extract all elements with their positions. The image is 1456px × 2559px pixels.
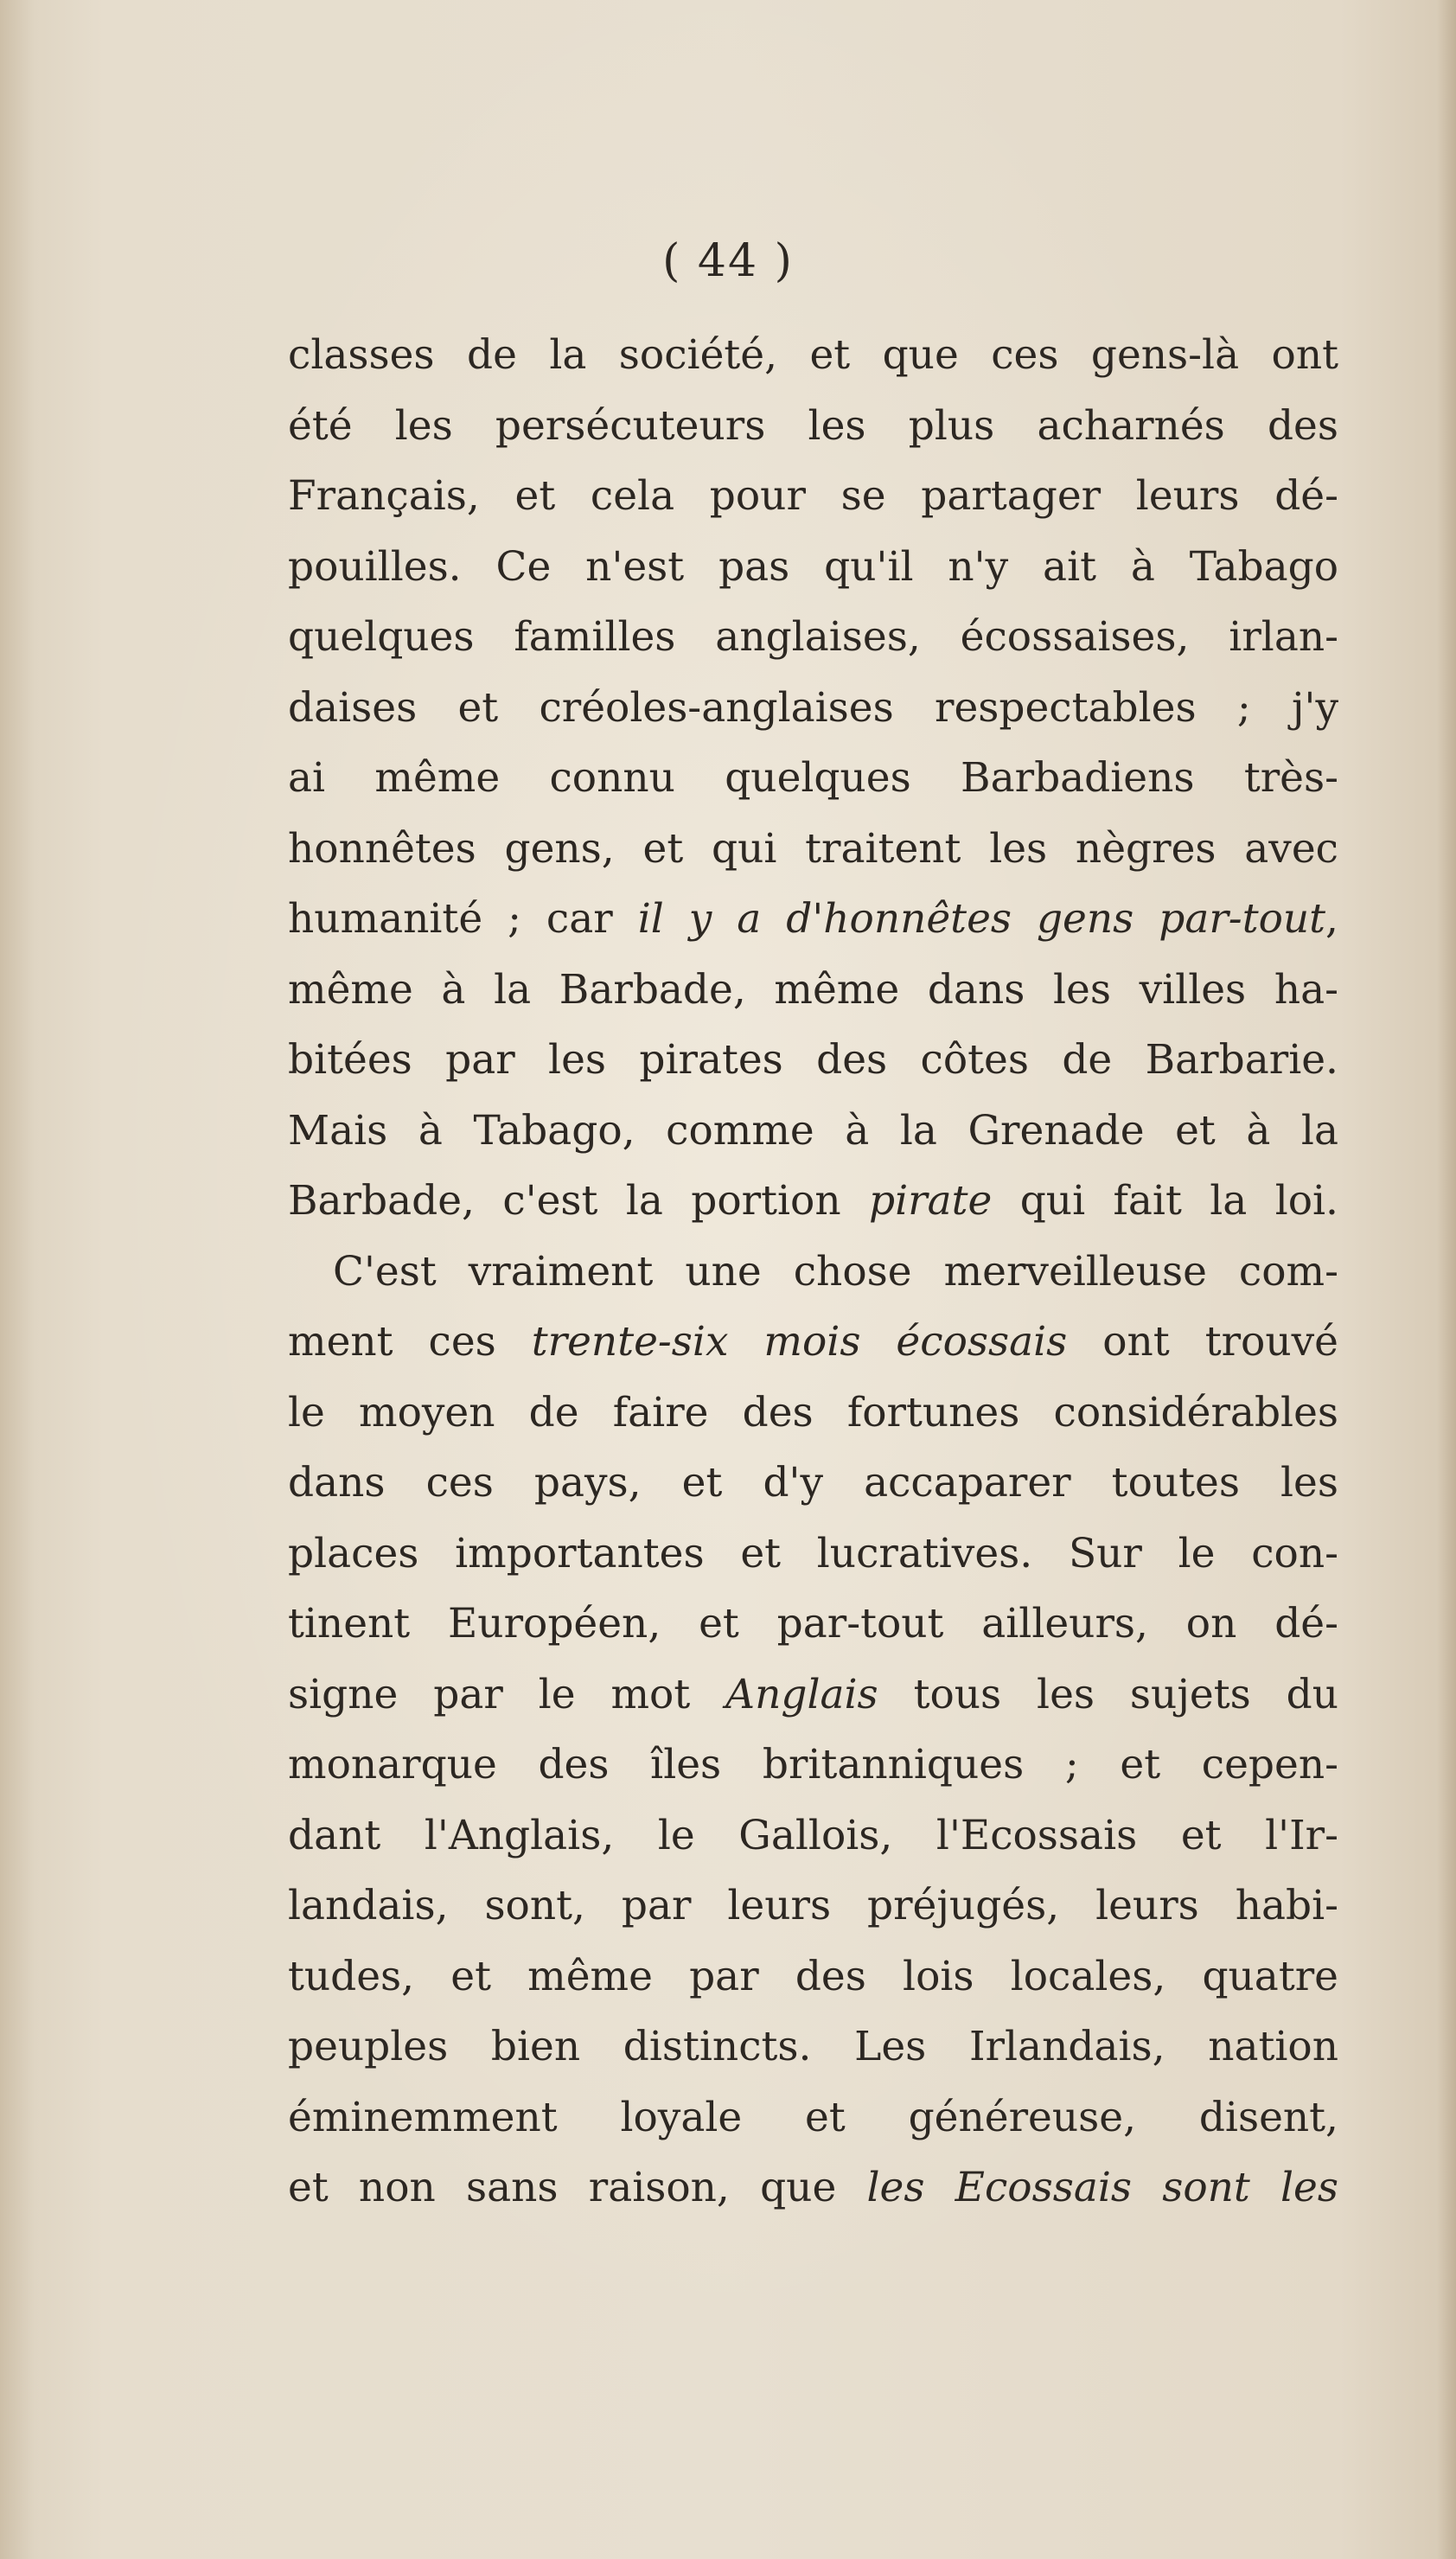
text-segment: et non sans raison, que	[288, 2164, 867, 2211]
text-line	[288, 1660, 1338, 1731]
text-line	[288, 1025, 1338, 1096]
text-line	[288, 532, 1338, 603]
text-segment: Barbade, c'est la portion	[288, 1177, 870, 1225]
text-segment: été les persécuteurs les plus acharnés des	[288, 401, 1338, 450]
text-segment: honnêtes gens, et qui traitent les nègres avec	[288, 824, 1338, 873]
text-segment: le moyen de faire des fortunes considérables	[288, 1388, 1338, 1436]
text-line	[288, 461, 1338, 532]
body-text	[288, 320, 1338, 2223]
italic-text-segment: trente-six mois écossais	[531, 1318, 1068, 1366]
text-line	[288, 1237, 1338, 1308]
text-line	[288, 1307, 1338, 1378]
text-segment: landais, sont, par leurs préjugés, leurs habi-	[288, 1882, 1338, 1929]
text-segment: ment ces	[288, 1318, 532, 1366]
text-line	[288, 1730, 1338, 1801]
italic-text-segment: les Ecossais sont les	[866, 2164, 1338, 2211]
text-line	[288, 884, 1338, 955]
text-line	[288, 1096, 1338, 1167]
text-line	[288, 602, 1338, 673]
text-line	[288, 743, 1338, 814]
text-segment: tudes, et même par des lois locales, quatre	[288, 1952, 1338, 2000]
text-segment: humanité ; car	[288, 895, 638, 943]
text-segment: places importantes et lucratives. Sur le con-	[288, 1529, 1338, 1577]
text-segment: qui fait la loi.	[992, 1177, 1338, 1225]
italic-text-segment: pirate	[869, 1177, 993, 1225]
text-segment: peuples bien distincts. Les Irlandais, nation	[288, 2023, 1338, 2070]
text-line	[288, 1378, 1338, 1449]
text-line	[288, 1448, 1338, 1519]
text-segment: C'est vraiment une chose merveilleuse com-	[333, 1247, 1338, 1295]
italic-text-segment: il y a d'honnêtes gens par-tout	[637, 895, 1326, 943]
text-segment: tous les sujets du	[878, 1670, 1338, 1718]
text-line	[288, 673, 1338, 744]
text-segment: dant l'Anglais, le Gallois, l'Ecossais et l'Ir-	[288, 1811, 1338, 1859]
text-line	[288, 1801, 1338, 1871]
text-segment: quelques familles anglaises, écossaises, irlan-	[288, 613, 1338, 661]
text-line	[288, 1942, 1338, 2012]
text-segment: ont trouvé	[1067, 1318, 1338, 1366]
page-number: ( 44 )	[662, 235, 794, 287]
text-segment: monarque des îles britanniques ; et cepen-	[288, 1741, 1338, 1788]
text-line	[288, 1166, 1338, 1237]
text-segment: classes de la société, et que ces gens-là ont	[288, 331, 1338, 379]
text-line	[288, 391, 1338, 462]
text-line	[288, 2153, 1338, 2223]
text-segment: Mais à Tabago, comme à la Grenade et à la	[288, 1106, 1338, 1155]
text-segment: daises et créoles-anglaises respectables ; j'y	[288, 683, 1338, 732]
text-segment: dans ces pays, et d'y accaparer toutes les	[288, 1459, 1338, 1507]
text-segment: Français, et cela pour se partager leurs dé-	[288, 472, 1338, 520]
text-segment: ,	[1325, 895, 1338, 943]
text-segment: ai même connu quelques Barbadiens très-	[288, 754, 1338, 802]
text-line	[288, 955, 1338, 1026]
text-line	[288, 1589, 1338, 1660]
text-segment: bitées par les pirates des côtes de Barbarie.	[288, 1036, 1338, 1084]
text-line	[288, 814, 1338, 885]
text-line	[288, 2082, 1338, 2153]
page-edge	[1437, 0, 1456, 2559]
text-segment: pouilles. Ce n'est pas qu'il n'y ait à Tabago	[288, 542, 1338, 591]
text-line	[288, 320, 1338, 391]
text-segment: éminemment loyale et généreuse, disent,	[288, 2093, 1338, 2141]
text-line	[288, 1519, 1338, 1590]
text-line	[288, 2012, 1338, 2082]
text-segment: même à la Barbade, même dans les villes ha-	[288, 965, 1338, 1014]
italic-text-segment: Anglais	[725, 1670, 878, 1718]
text-segment: tinent Européen, et par-tout ailleurs, on dé-	[288, 1600, 1338, 1647]
text-segment: signe par le mot	[288, 1670, 726, 1718]
text-line	[288, 1871, 1338, 1942]
